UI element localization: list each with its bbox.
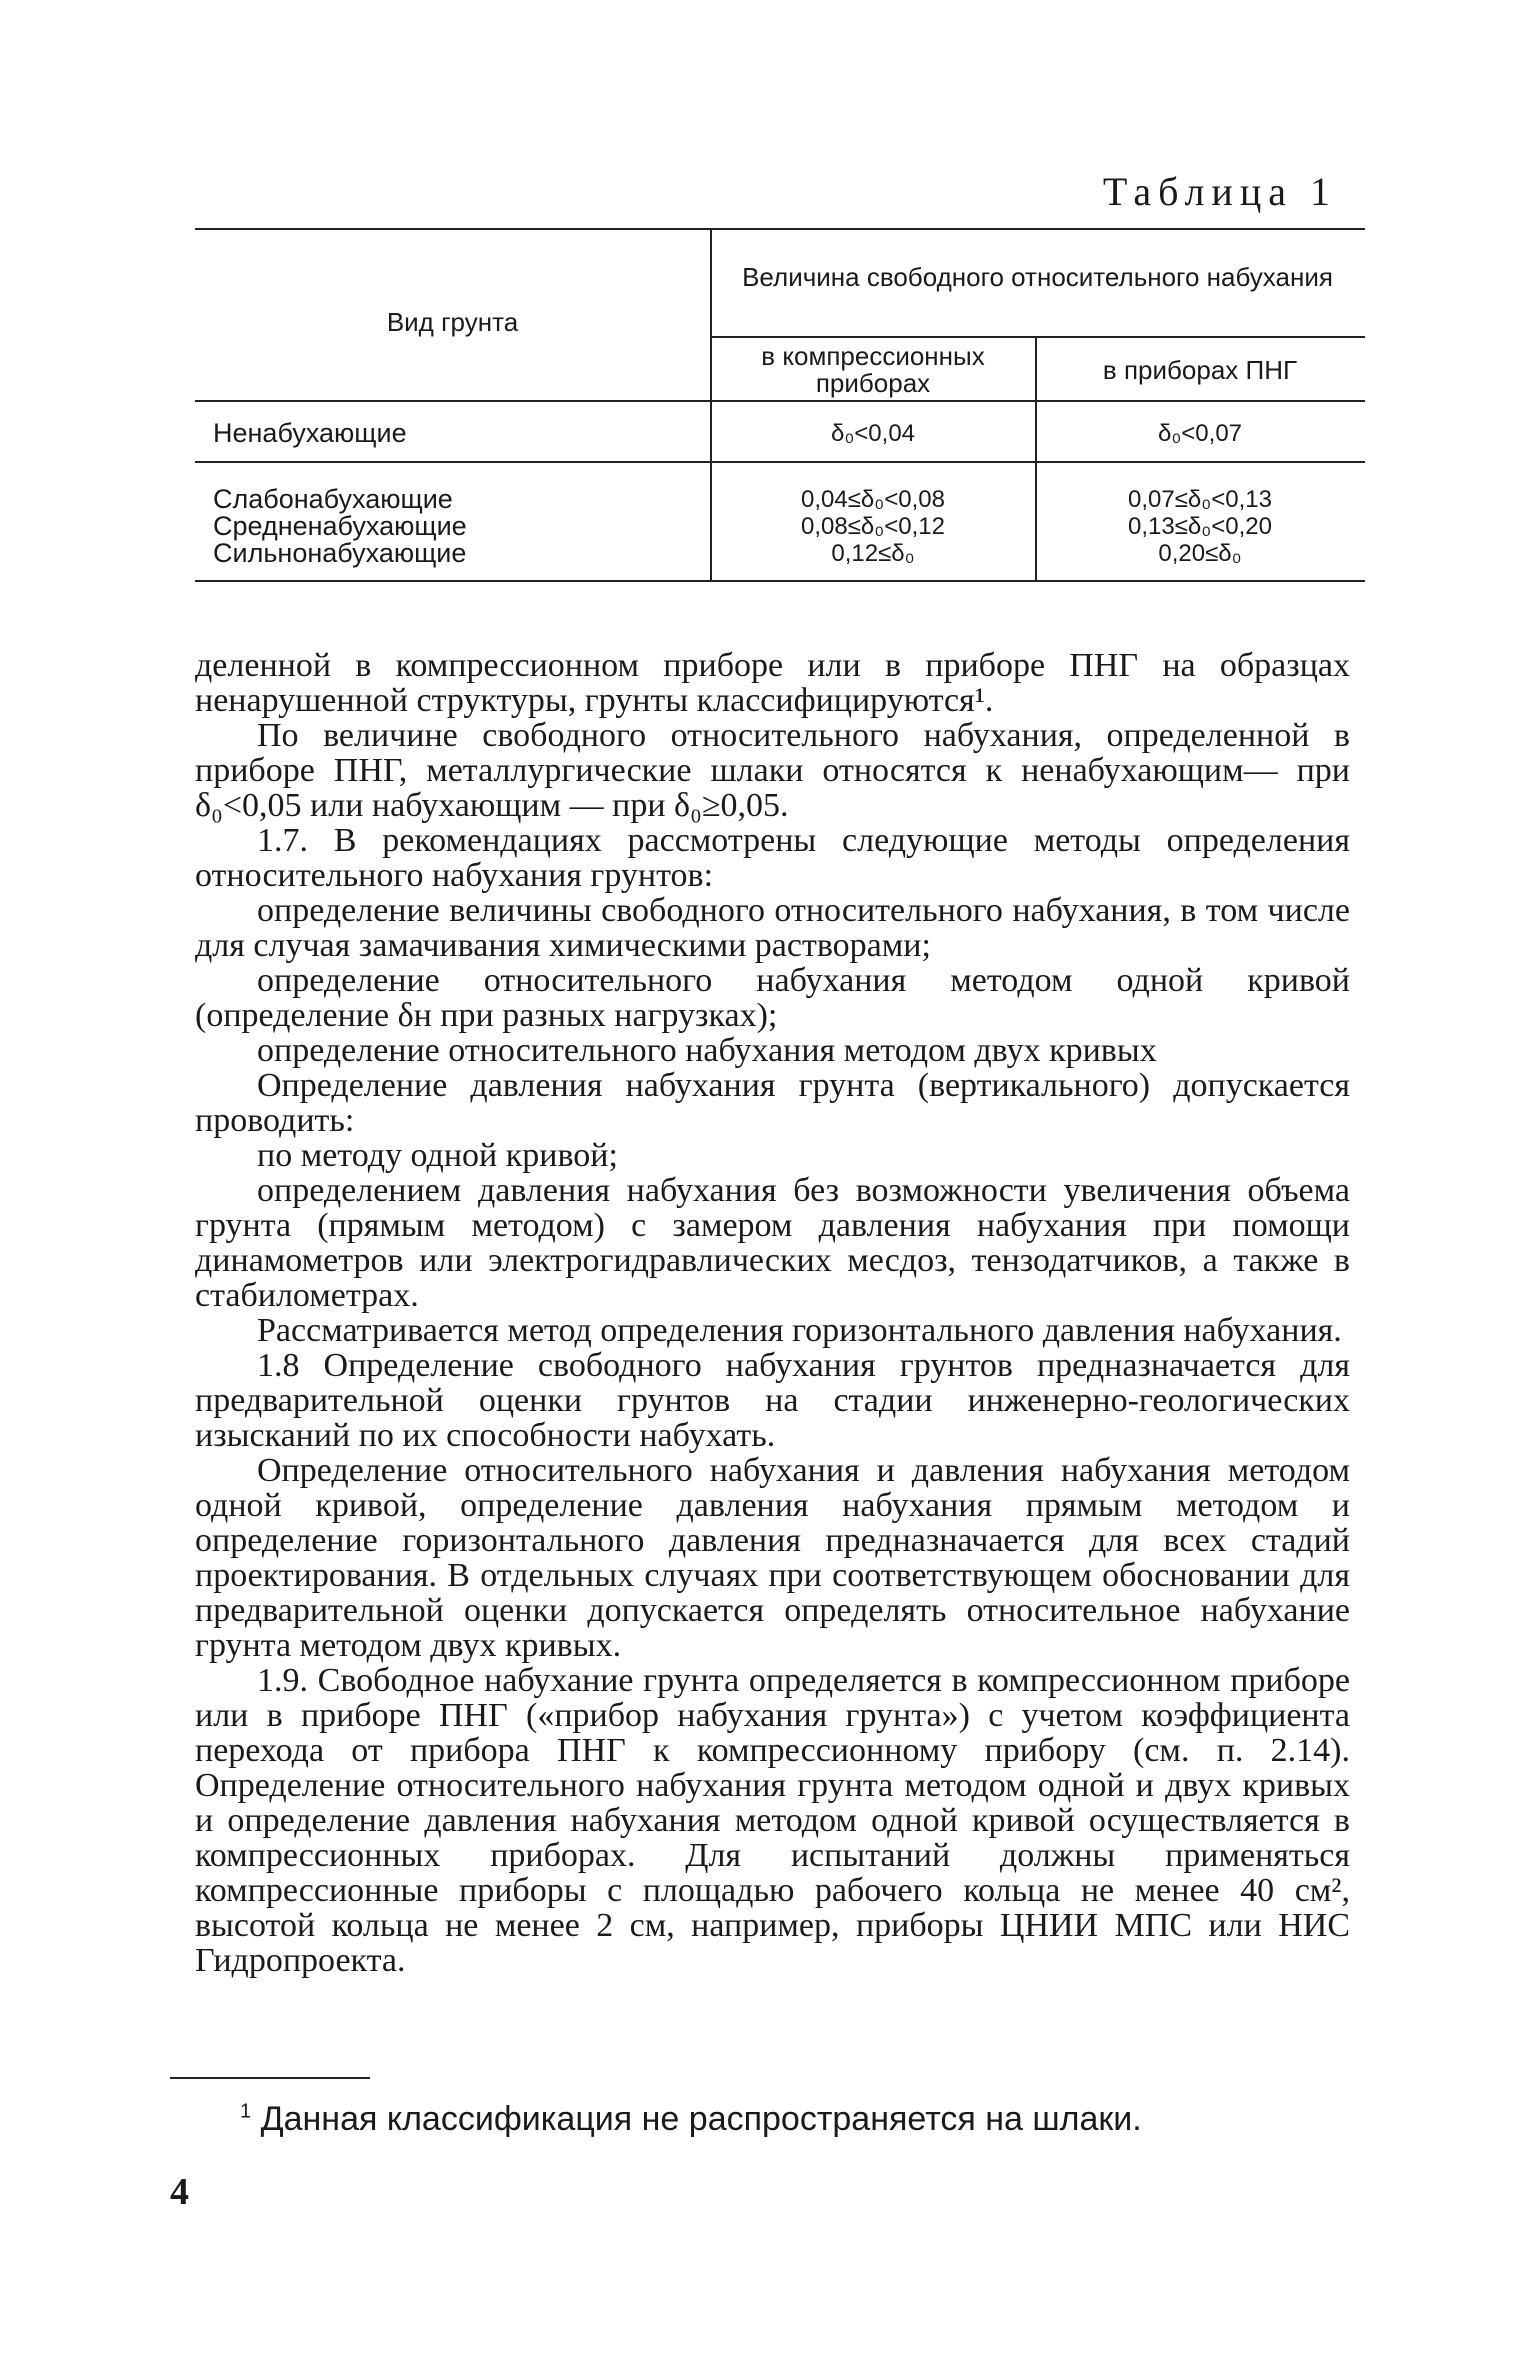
page-number: 4 <box>170 2171 189 2213</box>
table-top-rule <box>195 228 1365 230</box>
list-item: определение величины свободного относительного набухания, в том числе для случая замачивания химическими растворами; <box>195 892 1350 964</box>
row1-png: δ₀<0,07 <box>1157 420 1243 447</box>
row4-type: Сильнонабухающие <box>213 538 467 568</box>
row2-type: Слабонабухающие <box>213 484 453 514</box>
list-item: определение относительного набухания методом двух кривых <box>257 1032 1157 1069</box>
list-item: определение относительного набухания методом одной кривой (определение δн при разных нагрузках); <box>195 962 1350 1034</box>
paragraph-methods: Определение относительного набухания и давления набухания методом одной кривой, определение давления набухания прямым методом и определение горизонтального давления предназначается для всех стадий проектирования. В отдельных случаях при соответствующем обосновании для предварительной оценки допускается определять относительное набухание грунта методом двух кривых. <box>195 1452 1350 1664</box>
col-divider-1 <box>710 228 712 580</box>
subheader-rule <box>710 336 1365 338</box>
footnote-rule <box>170 2077 370 2079</box>
header-soil-type: Вид грунта <box>386 307 519 337</box>
list-item: определением давления набухания без возможности увеличения объема грунта (прямым методом) с замером давления набухания при помощи динамометров или электрогидравлических месдоз, тензодатчиков, а также в стабилометрах. <box>195 1172 1350 1314</box>
paragraph-1-8: 1.8 Определение свободного набухания грунтов предназначается для предварительной оценки грунтов на стадии инженерно-геологических изысканий по их способности набухать. <box>195 1347 1350 1454</box>
row3-compression: 0,08≤δ₀<0,12 <box>801 513 945 540</box>
header-compression: в компрессионных приборах <box>761 341 985 398</box>
row4-png: 0,20≤δ₀ <box>1158 540 1242 567</box>
row1-bottom-rule <box>195 461 1365 463</box>
classification-table <box>195 228 1365 583</box>
paragraph-slag: По величине свободного относительного набухания, определенной в приборе ПНГ, металлургические шлаки относятся к ненабухающим— при δ₀<0,05 или набухающим — при δ₀≥0,05. <box>195 717 1350 824</box>
row2-png: 0,07≤δ₀<0,13 <box>1128 486 1272 513</box>
row1-type: Ненабухающие <box>213 418 407 448</box>
footnote-text: Данная классификация не распространяется на шлаки. <box>260 2100 1142 2138</box>
col-divider-2 <box>1035 336 1037 580</box>
paragraph-1-7: 1.7. В рекомендациях рассмотрены следующие методы определения относительного набухания грунтов: <box>195 822 1350 894</box>
header-png: в приборах ПНГ <box>1102 355 1298 385</box>
row3-png: 0,13≤δ₀<0,20 <box>1128 513 1272 540</box>
table-caption: Таблица 1 <box>1102 169 1337 214</box>
body-text <box>195 648 1350 1978</box>
paragraph-1-9: 1.9. Свободное набухание грунта определяется в компрессионном приборе или в приборе ПНГ («прибор набухания грунта») с учетом коэффициента перехода от прибора ПНГ к компрессионному прибору (см. п. 2.14). Определение относительного набухания грунта методом одной и двух кривых и определение давления набухания методом одной кривой осуществляется в компрессионных приборах. Для испытаний должны применяться компрессионные приборы с площадью рабочего кольца не менее 40 см², высотой кольца не менее 2 см, например, приборы ЦНИИ МПС или НИС Гидропроекта. <box>195 1662 1350 1979</box>
paragraph-horizontal: Рассматривается метод определения горизонтального давления набухания. <box>257 1312 1342 1349</box>
row4-compression: 0,12≤δ₀ <box>831 540 915 567</box>
footnote <box>240 2100 1142 2139</box>
list-item: по методу одной кривой; <box>257 1137 618 1174</box>
row3-type: Средненабухающие <box>213 511 467 541</box>
row2-compression: 0,04≤δ₀<0,08 <box>801 486 945 513</box>
paragraph-pressure: Определение давления набухания грунта (вертикального) допускается проводить: <box>195 1067 1350 1139</box>
paragraph-continuation: деленной в компрессионном приборе или в приборе ПНГ на образцах ненарушенной структуры, грунты классифицируются¹. <box>195 647 1350 719</box>
footnote-mark: 1 <box>240 2100 252 2123</box>
row1-compression: δ₀<0,04 <box>830 420 916 447</box>
table-bottom-rule <box>195 580 1365 582</box>
header-bottom-rule <box>195 400 1365 402</box>
header-swelling-group: Величина свободного относительного набухания <box>742 262 1333 292</box>
